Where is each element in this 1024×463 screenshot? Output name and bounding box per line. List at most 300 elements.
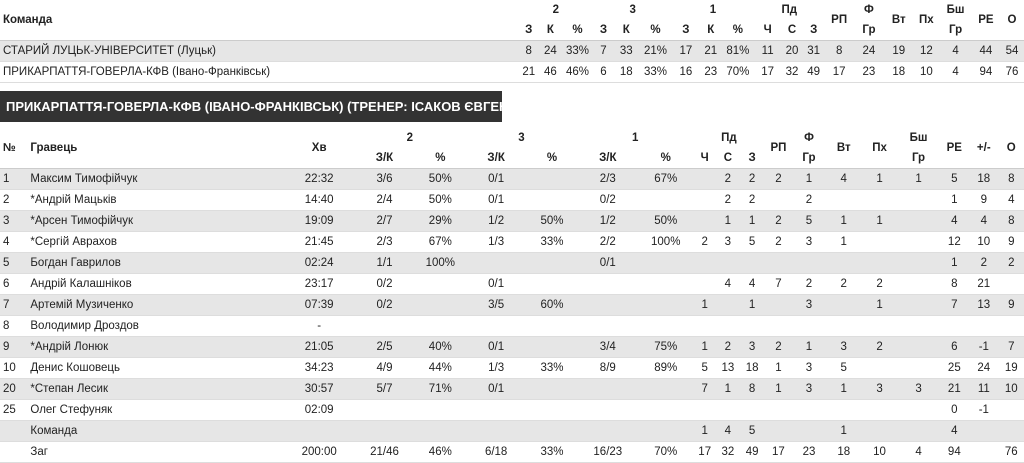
- assists: [765, 295, 792, 316]
- player-number: 25: [0, 400, 27, 421]
- sub-2-made: З: [518, 20, 540, 41]
- ft-made-att: 3/4: [577, 337, 638, 358]
- player-minutes: 22:32: [284, 169, 354, 190]
- assists: 1: [765, 358, 792, 379]
- turnovers: 2: [862, 274, 898, 295]
- fg2-pct: [415, 400, 466, 421]
- reb-def: [716, 316, 739, 337]
- fg2-pct: 46%: [415, 442, 466, 463]
- fg3-pct: 60%: [527, 295, 578, 316]
- reb-def: [716, 253, 739, 274]
- ft-pct: 67%: [638, 169, 693, 190]
- sub-1-pct: %: [638, 148, 693, 169]
- turnovers: 2: [862, 337, 898, 358]
- fg2-made-att: [354, 421, 415, 442]
- group-header-2pt: 2: [552, 4, 560, 16]
- fg3-made-att: 0/1: [466, 274, 527, 295]
- player-name: Артемій Музиченко: [27, 295, 284, 316]
- turnovers: [862, 253, 898, 274]
- reb-off: [693, 274, 716, 295]
- points: 7: [999, 337, 1024, 358]
- reb-def: 4: [716, 421, 739, 442]
- efficiency: 12: [940, 232, 969, 253]
- player-name: *Степан Лесик: [27, 379, 284, 400]
- reb-off: 2: [693, 232, 716, 253]
- team-stat-cell: 46: [540, 62, 562, 83]
- turnovers: 1: [862, 295, 898, 316]
- header-3pt: 3: [518, 132, 525, 144]
- reb-off: 17: [693, 442, 716, 463]
- fouls: 2: [792, 274, 826, 295]
- fg2-made-att: [354, 400, 415, 421]
- fg3-made-att: [466, 253, 527, 274]
- fg3-pct: [527, 274, 578, 295]
- team-stat-cell: 16: [672, 62, 700, 83]
- assists: [765, 421, 792, 442]
- fg3-made-att: 0/1: [466, 379, 527, 400]
- blocks: [897, 274, 939, 295]
- assists: 17: [765, 442, 792, 463]
- team-coach-title: ПРИКАРПАТТЯ-ГОВЕРЛА-КФВ (ІВАНО-ФРАНКІВСЬК) (ТРЕНЕР: ІСАКОВ ЄВГЕНІЙ): [0, 91, 502, 122]
- fg2-made-att: 1/1: [354, 253, 415, 274]
- turnovers: 1: [862, 211, 898, 232]
- ft-pct: 70%: [638, 442, 693, 463]
- assists: [765, 400, 792, 421]
- sub-3-pct: %: [639, 20, 672, 41]
- fg2-pct: 29%: [415, 211, 466, 232]
- plus-minus: -1: [969, 400, 998, 421]
- ft-pct: [638, 295, 693, 316]
- player-number: 1: [0, 169, 27, 190]
- steals: 1: [826, 379, 862, 400]
- player-number: 7: [0, 295, 27, 316]
- turnovers: [862, 316, 898, 337]
- team-stat-cell: 94: [972, 62, 1000, 83]
- turnovers: [862, 421, 898, 442]
- player-row: [0, 442, 1024, 463]
- fouls: [792, 316, 826, 337]
- team-stat-cell: 24: [540, 41, 562, 62]
- team-stat-cell: 31: [803, 41, 825, 62]
- points: [999, 400, 1024, 421]
- group-header-reb: Пд: [781, 4, 798, 16]
- fg3-made-att: 0/1: [466, 337, 527, 358]
- points: 9: [999, 295, 1024, 316]
- header-num: №: [0, 128, 27, 169]
- fg3-pct: [527, 421, 578, 442]
- team-stat-cell: 4: [939, 62, 972, 83]
- blocks: [897, 295, 939, 316]
- player-name: *Сергій Аврахов: [27, 232, 284, 253]
- reb-total: 1: [739, 295, 764, 316]
- reb-total: [739, 400, 764, 421]
- player-row: [0, 358, 1024, 379]
- reb-off: 1: [693, 337, 716, 358]
- player-name: *Арсен Тимофійчук: [27, 211, 284, 232]
- fouls: 23: [792, 442, 826, 463]
- player-name: *Андрій Мацьків: [27, 190, 284, 211]
- efficiency: 0: [940, 400, 969, 421]
- player-minutes: 02:24: [284, 253, 354, 274]
- fg2-pct: 50%: [415, 169, 466, 190]
- team-stat-cell: 17: [754, 62, 781, 83]
- player-minutes: [284, 421, 354, 442]
- assists: [765, 316, 792, 337]
- header-rebounds: Пд: [721, 132, 737, 144]
- sub-bs-gr: Гр: [939, 20, 972, 41]
- reb-def: 13: [716, 358, 739, 379]
- sub-reb-off: Ч: [693, 148, 716, 169]
- header-minutes: Хв: [284, 128, 354, 169]
- efficiency: 4: [940, 211, 969, 232]
- steals: 5: [826, 358, 862, 379]
- team-stat-cell: 21: [700, 41, 722, 62]
- player-row: [0, 190, 1024, 211]
- plus-minus: 21: [969, 274, 998, 295]
- plus-minus: 9: [969, 190, 998, 211]
- reb-total: 5: [739, 232, 764, 253]
- fg2-made-att: 2/5: [354, 337, 415, 358]
- team-stat-cell: 32: [781, 62, 803, 83]
- blocks: [897, 400, 939, 421]
- points: 76: [999, 442, 1024, 463]
- reb-def: 2: [716, 337, 739, 358]
- efficiency: 5: [940, 169, 969, 190]
- sub-1-pct: %: [722, 20, 755, 41]
- plus-minus: -1: [969, 337, 998, 358]
- team-stat-cell: 4: [939, 41, 972, 62]
- player-minutes: 14:40: [284, 190, 354, 211]
- team-stat-cell: 23: [700, 62, 722, 83]
- team-stat-cell: 8: [518, 41, 540, 62]
- fg3-made-att: [466, 316, 527, 337]
- player-number: 9: [0, 337, 27, 358]
- player-number: 6: [0, 274, 27, 295]
- reb-off: 1: [693, 295, 716, 316]
- ft-made-att: [577, 274, 638, 295]
- team-stat-cell: 6: [594, 62, 614, 83]
- fg3-pct: [527, 316, 578, 337]
- ft-pct: [638, 316, 693, 337]
- fg2-made-att: 4/9: [354, 358, 415, 379]
- ft-made-att: [577, 421, 638, 442]
- header-bs: Бш: [946, 4, 965, 16]
- sub-3-att: К: [613, 20, 639, 41]
- fg2-pct: 67%: [415, 232, 466, 253]
- assists: 1: [765, 379, 792, 400]
- reb-def: 32: [716, 442, 739, 463]
- assists: 2: [765, 337, 792, 358]
- fg2-made-att: 2/3: [354, 232, 415, 253]
- fg3-pct: [527, 337, 578, 358]
- team-stat-cell: 24: [854, 41, 884, 62]
- plus-minus: 11: [969, 379, 998, 400]
- reb-def: 2: [716, 169, 739, 190]
- header-ph: Пх: [862, 128, 898, 169]
- team-stat-cell: 44: [972, 41, 1000, 62]
- player-minutes: 200:00: [284, 442, 354, 463]
- efficiency: [940, 316, 969, 337]
- fouls: 1: [792, 337, 826, 358]
- ft-made-att: [577, 316, 638, 337]
- header-re: РЕ: [972, 0, 1000, 41]
- header-vt: Вт: [826, 128, 862, 169]
- reb-off: [693, 211, 716, 232]
- team-stat-cell: 21%: [639, 41, 672, 62]
- team-name: ПРИКАРПАТТЯ-ГОВЕРЛА-КФВ (Івано-Франківськ): [0, 62, 518, 83]
- team-stat-cell: 81%: [722, 41, 755, 62]
- header-o: О: [1000, 0, 1024, 41]
- efficiency: 25: [940, 358, 969, 379]
- player-name: *Андрій Лонюк: [27, 337, 284, 358]
- fg3-pct: [527, 169, 578, 190]
- ft-pct: [638, 379, 693, 400]
- plus-minus: [969, 316, 998, 337]
- points: 4: [999, 190, 1024, 211]
- efficiency: 8: [940, 274, 969, 295]
- player-row: [0, 295, 1024, 316]
- plus-minus: 4: [969, 211, 998, 232]
- points: 19: [999, 358, 1024, 379]
- steals: [826, 316, 862, 337]
- blocks: [897, 190, 939, 211]
- blocks: 3: [897, 379, 939, 400]
- reb-off: [693, 253, 716, 274]
- team-stat-cell: 11: [754, 41, 781, 62]
- team-stat-cell: 23: [854, 62, 884, 83]
- header-f: Ф: [804, 132, 814, 144]
- plus-minus: 2: [969, 253, 998, 274]
- steals: [826, 253, 862, 274]
- ft-made-att: 2/2: [577, 232, 638, 253]
- blocks: [897, 421, 939, 442]
- fg2-made-att: 5/7: [354, 379, 415, 400]
- header-plus-minus: +/-: [969, 128, 998, 169]
- ft-made-att: 8/9: [577, 358, 638, 379]
- player-name: Максим Тимофійчук: [27, 169, 284, 190]
- blocks: [897, 253, 939, 274]
- player-number: 4: [0, 232, 27, 253]
- ft-pct: 75%: [638, 337, 693, 358]
- reb-def: [716, 295, 739, 316]
- header-re: РЕ: [940, 128, 969, 169]
- header-player: Гравець: [27, 128, 284, 169]
- team-stat-cell: 19: [884, 41, 913, 62]
- reb-def: 1: [716, 211, 739, 232]
- team-stat-cell: 33%: [639, 62, 672, 83]
- team-stat-cell: 54: [1000, 41, 1024, 62]
- fouls: [792, 253, 826, 274]
- sub-2-att: К: [540, 20, 562, 41]
- ft-pct: [638, 274, 693, 295]
- player-minutes: 21:45: [284, 232, 354, 253]
- fouls: 1: [792, 169, 826, 190]
- sub-3-zk: З/К: [466, 148, 527, 169]
- fg2-made-att: 2/7: [354, 211, 415, 232]
- player-number: 3: [0, 211, 27, 232]
- team-stat-cell: 18: [884, 62, 913, 83]
- player-name: Олег Стефуняк: [27, 400, 284, 421]
- fg2-made-att: 21/46: [354, 442, 415, 463]
- fg3-made-att: 1/3: [466, 232, 527, 253]
- team-stat-cell: 33: [613, 41, 639, 62]
- fg2-pct: 50%: [415, 190, 466, 211]
- player-row: [0, 316, 1024, 337]
- assists: 2: [765, 169, 792, 190]
- ft-made-att: [577, 295, 638, 316]
- plus-minus: 24: [969, 358, 998, 379]
- team-row: [0, 62, 1024, 83]
- points: [999, 316, 1024, 337]
- points: [999, 421, 1024, 442]
- ft-made-att: 0/2: [577, 190, 638, 211]
- steals: 4: [826, 169, 862, 190]
- player-stats-table: [0, 128, 1024, 463]
- turnovers: 1: [862, 169, 898, 190]
- ft-pct: 89%: [638, 358, 693, 379]
- ft-pct: [638, 421, 693, 442]
- player-row: [0, 421, 1024, 442]
- player-minutes: 34:23: [284, 358, 354, 379]
- steals: 1: [826, 421, 862, 442]
- sub-f-gr: Гр: [854, 20, 884, 41]
- reb-off: [693, 169, 716, 190]
- header-bs: Бш: [909, 132, 928, 144]
- fg2-pct: 100%: [415, 253, 466, 274]
- ft-made-att: [577, 379, 638, 400]
- fg3-made-att: 6/18: [466, 442, 527, 463]
- reb-off: [693, 400, 716, 421]
- steals: 2: [826, 274, 862, 295]
- fg3-made-att: [466, 400, 527, 421]
- team-stat-cell: 8: [825, 41, 854, 62]
- fg2-pct: 71%: [415, 379, 466, 400]
- sub-f-gr: Гр: [792, 148, 826, 169]
- fg3-made-att: 0/1: [466, 190, 527, 211]
- assists: 2: [765, 232, 792, 253]
- points: 8: [999, 169, 1024, 190]
- team-name: СТАРИЙ ЛУЦЬК-УНІВЕРСИТЕТ (Луцьк): [0, 41, 518, 62]
- ft-made-att: [577, 400, 638, 421]
- reb-total: 4: [739, 274, 764, 295]
- fouls: 3: [792, 379, 826, 400]
- efficiency: 4: [940, 421, 969, 442]
- team-stat-cell: 17: [672, 41, 700, 62]
- reb-total: 1: [739, 211, 764, 232]
- steals: 3: [826, 337, 862, 358]
- fg2-pct: [415, 316, 466, 337]
- team-stat-cell: 33%: [561, 41, 594, 62]
- fg2-pct: 40%: [415, 337, 466, 358]
- fg2-pct: 44%: [415, 358, 466, 379]
- player-minutes: -: [284, 316, 354, 337]
- fg3-pct: [527, 253, 578, 274]
- blocks: [897, 358, 939, 379]
- player-row: [0, 337, 1024, 358]
- plus-minus: 10: [969, 232, 998, 253]
- plus-minus: [969, 421, 998, 442]
- fg2-pct: [415, 274, 466, 295]
- player-row: [0, 232, 1024, 253]
- fg3-made-att: 1/3: [466, 358, 527, 379]
- fouls: 5: [792, 211, 826, 232]
- turnovers: [862, 232, 898, 253]
- fouls: [792, 421, 826, 442]
- team-column-header: Команда: [0, 0, 518, 41]
- fg3-pct: 50%: [527, 211, 578, 232]
- player-number: 10: [0, 358, 27, 379]
- fg2-pct: [415, 421, 466, 442]
- ft-pct: [638, 190, 693, 211]
- player-number: 8: [0, 316, 27, 337]
- fg2-made-att: 3/6: [354, 169, 415, 190]
- steals: [826, 190, 862, 211]
- sub-3-made: З: [594, 20, 614, 41]
- reb-total: 8: [739, 379, 764, 400]
- reb-def: 3: [716, 232, 739, 253]
- fg3-pct: [527, 190, 578, 211]
- team-stat-cell: 49: [803, 62, 825, 83]
- reb-def: 2: [716, 190, 739, 211]
- turnovers: 10: [862, 442, 898, 463]
- ft-made-att: 1/2: [577, 211, 638, 232]
- efficiency: 7: [940, 295, 969, 316]
- plus-minus: [969, 442, 998, 463]
- sub-1-made: З: [672, 20, 700, 41]
- header-points: О: [999, 128, 1024, 169]
- team-stat-cell: 7: [594, 41, 614, 62]
- team-row: [0, 41, 1024, 62]
- player-minutes: 21:05: [284, 337, 354, 358]
- ft-pct: [638, 400, 693, 421]
- sub-reb-def: С: [716, 148, 739, 169]
- turnovers: [862, 400, 898, 421]
- blocks: 1: [897, 169, 939, 190]
- assists: 7: [765, 274, 792, 295]
- player-number: [0, 442, 27, 463]
- fg3-made-att: 1/2: [466, 211, 527, 232]
- header-f: Ф: [864, 4, 874, 16]
- fouls: 3: [792, 232, 826, 253]
- fouls: 3: [792, 295, 826, 316]
- assists: [765, 253, 792, 274]
- team-stat-cell: 21: [518, 62, 540, 83]
- steals: [826, 295, 862, 316]
- efficiency: 1: [940, 190, 969, 211]
- player-row: [0, 253, 1024, 274]
- header-vt: Вт: [884, 0, 913, 41]
- blocks: [897, 232, 939, 253]
- assists: 2: [765, 211, 792, 232]
- steals: [826, 400, 862, 421]
- player-name: Андрій Калашніков: [27, 274, 284, 295]
- player-number: [0, 421, 27, 442]
- sub-bs-gr: Гр: [897, 148, 939, 169]
- reb-def: 1: [716, 379, 739, 400]
- reb-def: [716, 400, 739, 421]
- steals: 1: [826, 232, 862, 253]
- blocks: 4: [897, 442, 939, 463]
- points: [999, 274, 1024, 295]
- player-row: [0, 274, 1024, 295]
- efficiency: 94: [940, 442, 969, 463]
- turnovers: [862, 190, 898, 211]
- player-name: Денис Кошовець: [27, 358, 284, 379]
- player-row: [0, 400, 1024, 421]
- player-number: 20: [0, 379, 27, 400]
- player-minutes: 07:39: [284, 295, 354, 316]
- plus-minus: 18: [969, 169, 998, 190]
